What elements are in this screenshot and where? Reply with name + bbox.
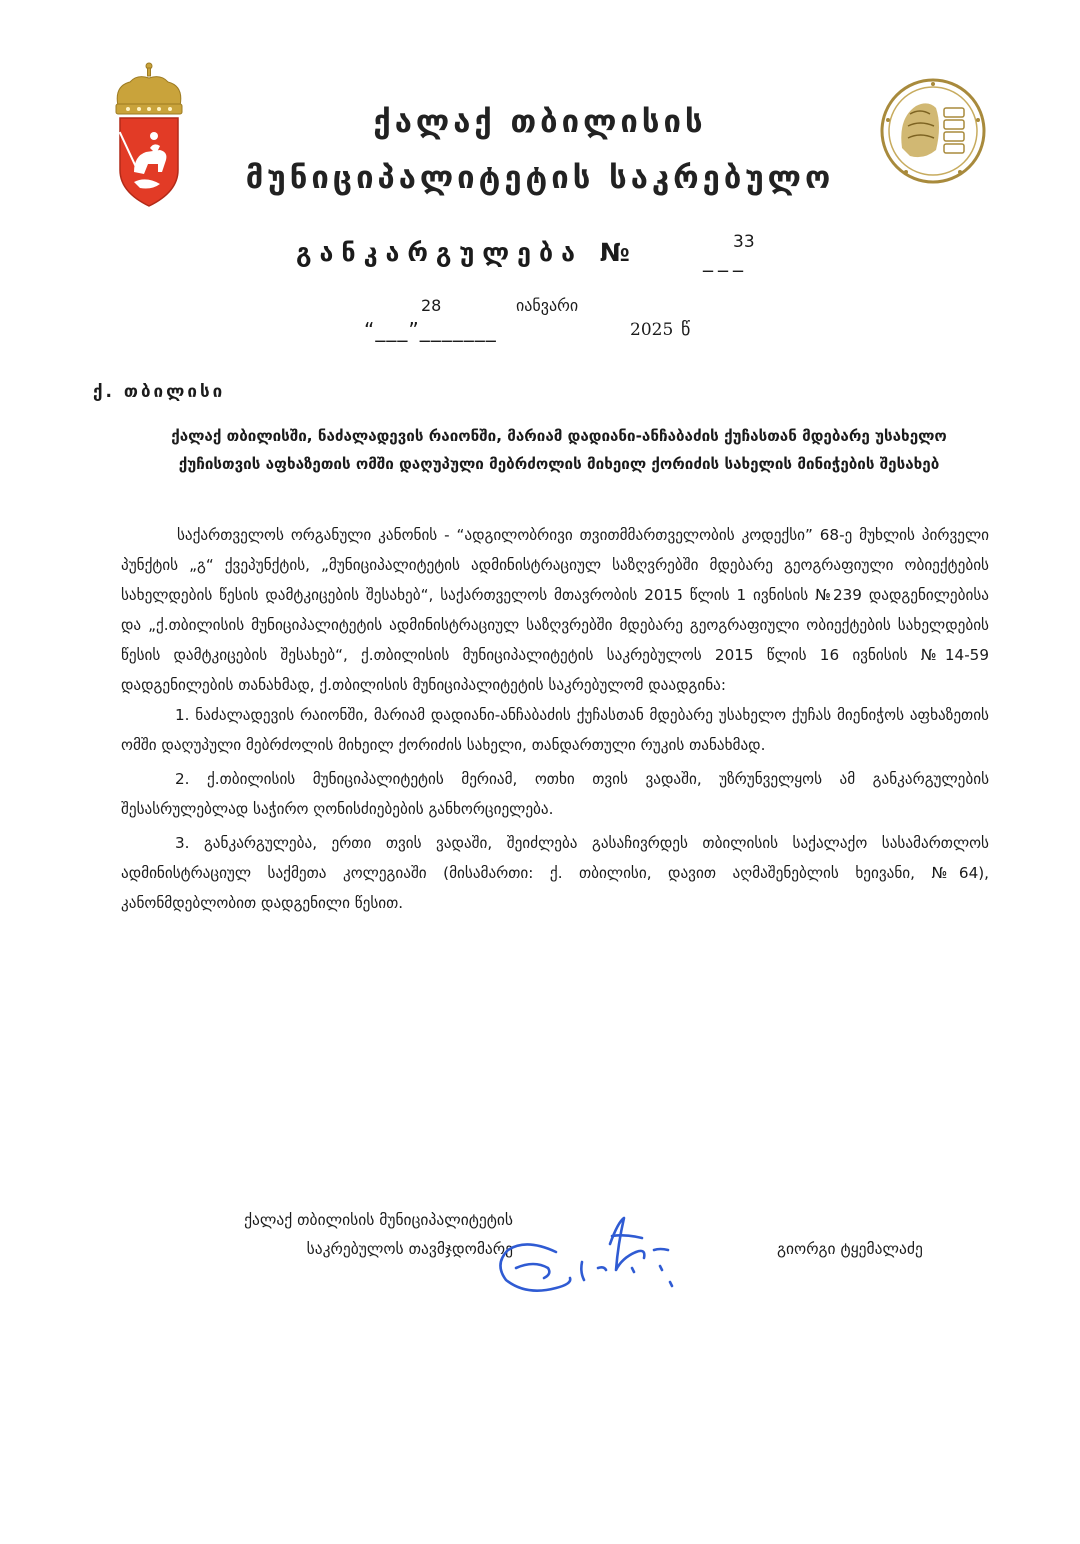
- handwritten-signature: [486, 1208, 708, 1300]
- decision-item-1: 1. ნაძალადევის რაიონში, მარიამ დადიანი-ანჩაბაძის ქუჩასთან მდებარე უსახელო ქუჩას მიენიჭოს აფხაზეთის ომში დაღუპული მებრძოლის მიხეილ ქორიძის სახელი, თანდართული რუკის თანახმად.: [121, 706, 989, 754]
- date-year-suffix: წ: [681, 319, 691, 340]
- date-year: 2025: [630, 320, 674, 340]
- decision-number: 33: [733, 232, 755, 252]
- council-title-line-1: ქალაქ თბილისის: [373, 104, 707, 140]
- date-month: იანვარი: [516, 296, 579, 315]
- date-day: 28: [421, 296, 442, 315]
- legal-preamble: საქართველოს ორგანული კანონის - “ადგილობრივი თვითმმართველობის კოდექსი” 68-ე მუხლის პირველი პუნქტის „გ“ ქვეპუნქტის, „მუნიციპალიტეტის ადმინისტრაციულ საზღვრებში მდებარე გეოგრაფიული ობიექტების სახელდების წესის დამტკიცების შესახებ“, საქართველოს მთავრობის 2015 წლის 1 ივნისის №239 დადგენილებისა და „ქ.თბილისის მუნიციპალიტეტის ადმინისტრაციულ საზღვრებში მდებარე გეოგრაფიული ობიექტების სახელდების წესის დამტკიცების შესახებ“, ქ.თბილისის მუნიციპალიტეტის საკრებულოს 2015 წლის 16 ივნისის №14-59 დადგენილების თანახმად, ქ.თბილისის მუნიციპალიტეტის საკრებულომ დაადგინა:: [121, 526, 989, 694]
- decision-subject: ქალაქ თბილისში, ნაძალადევის რაიონში, მარიამ დადიანი-ანჩაბაძის ქუჩასთან მდებარე უსახელო ქუჩისთვის აფხაზეთის ომში დაღუპული მებრძოლის მიხეილ ქორიძის სახელის მინიჭების შესახებ: [171, 427, 947, 473]
- signatory-name: გიორგი ტყემალაძე: [777, 1240, 923, 1258]
- decision-item-2: 2. ქ.თბილისის მუნიციპალიტეტის მერიამ, ოთხი თვის ვადაში, უზრუნველყოს ამ განკარგულების შესასრულებლად საჭირო ღონისძიებების განხორციელება.: [121, 770, 989, 818]
- decision-label: განკარგულება №: [296, 238, 638, 267]
- signatory-position: [158, 1206, 513, 1264]
- document-city: ქ. თბილისი: [93, 382, 226, 402]
- decision-number-line: ___: [703, 248, 748, 272]
- signatory-position-line-2: საკრებულოს თავმჯდომარე: [306, 1240, 513, 1258]
- council-title-line-2: მუნიციპალიტეტის საკრებულო: [245, 160, 835, 196]
- signatory-position-line-1: ქალაქ თბილისის მუნიციპალიტეტის: [244, 1211, 513, 1229]
- date-template-line: “___”_______: [364, 318, 497, 342]
- decision-body: [121, 520, 989, 918]
- decision-item-3: 3. განკარგულება, ერთი თვის ვადაში, შეიძლება გასაჩივრდეს თბილისის საქალაქო სასამართლოს ადმინისტრაციულ საქმეთა კოლეგიაში (მისამართი: ქ. თბილისი, დავით აღმაშენებლის ხეივანი, №64), კანონმდებლობით დადგენილი წესით.: [121, 834, 989, 912]
